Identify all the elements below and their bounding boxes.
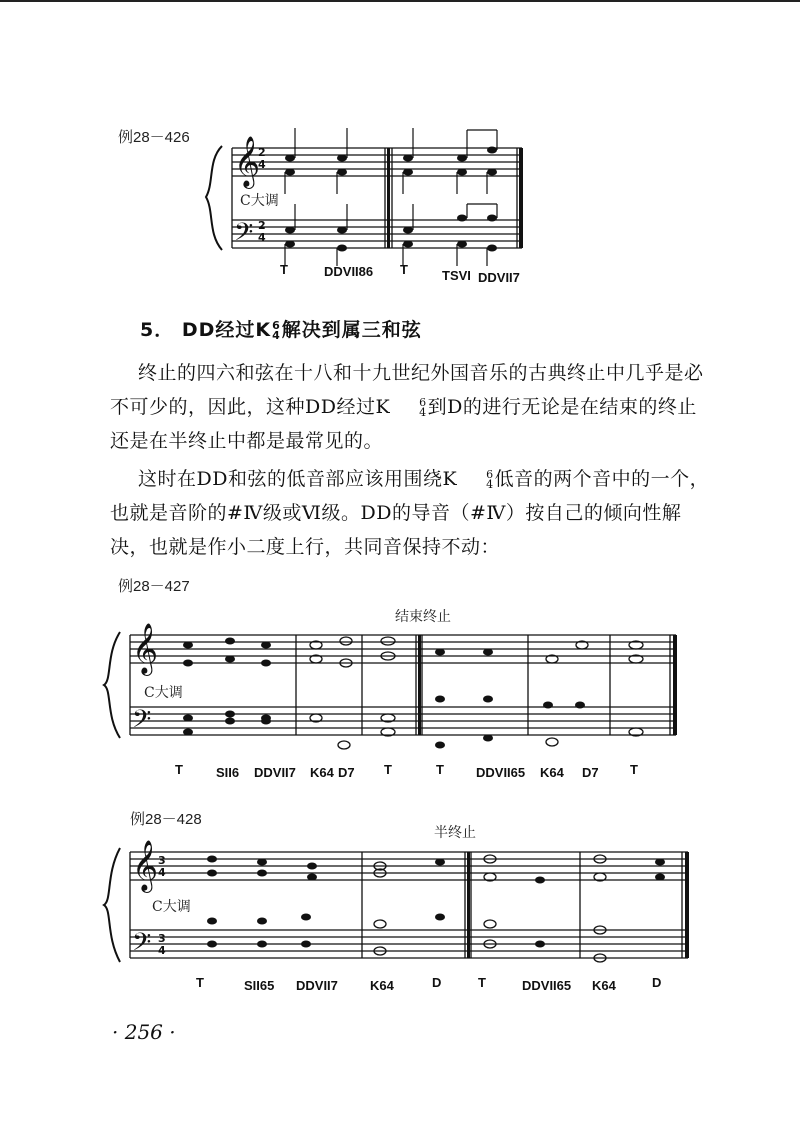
cadence-label: 半终止: [434, 825, 476, 841]
subscript: 4: [419, 406, 427, 419]
function-label: T: [196, 975, 204, 990]
function-label: K64: [540, 765, 564, 780]
function-label: T: [630, 762, 638, 777]
function-label: DDVII65: [476, 765, 526, 780]
svg-text:𝄞: 𝄞: [132, 623, 159, 674]
svg-text:4: 4: [158, 944, 166, 957]
page-number: · 256 ·: [112, 1020, 176, 1044]
k64-symbol: [458, 470, 494, 490]
svg-text:𝄞: 𝄞: [234, 136, 261, 187]
function-label: D7: [582, 765, 599, 780]
key-label: C大调: [152, 899, 191, 915]
function-label: SII6: [216, 765, 240, 780]
section-number: 5．: [140, 319, 175, 341]
function-label: T: [384, 762, 392, 777]
subscript: 4: [486, 478, 494, 491]
svg-text:𝄞: 𝄞: [132, 840, 159, 891]
svg-text:4: 4: [258, 158, 266, 171]
superscript: 6: [419, 396, 427, 409]
function-label: D: [652, 975, 662, 990]
cadence-label: 结束终止: [395, 609, 451, 625]
function-label: K64: [592, 978, 616, 993]
svg-text:4: 4: [158, 866, 166, 879]
function-label: D: [432, 975, 442, 990]
svg-text:2: 2: [258, 146, 266, 159]
section-heading: [140, 315, 422, 342]
k64-symbol: [272, 318, 281, 342]
function-label: K64: [370, 978, 394, 993]
example-label: 例28－427: [118, 578, 190, 595]
svg-text:3: 3: [158, 932, 166, 945]
paragraph-text: 这时在DD和弦的低音部应该用围绕K: [138, 468, 458, 490]
function-label: T: [280, 262, 288, 277]
function-label: DDVII86: [324, 264, 374, 279]
function-label: TSVI: [442, 268, 471, 283]
function-label: SII65: [244, 978, 275, 993]
function-label: DDVII7: [296, 978, 338, 993]
paragraph-text: 终止的四六和弦在十八和十九世纪外国音乐的古典终止中几乎是必不可少的，因此，这种DD经过K: [110, 362, 704, 418]
function-label: DDVII65: [522, 978, 572, 993]
section-title-part: 解决到属三和弦: [281, 319, 422, 341]
section-title-part: DD经过K: [181, 319, 272, 341]
key-label: C大调: [144, 685, 183, 701]
svg-text:𝄢: 𝄢: [132, 705, 152, 740]
function-label: D7: [338, 765, 355, 780]
superscript: 6: [486, 468, 494, 481]
k64-symbol: [391, 398, 427, 418]
paragraph-text: 到D的进行无论是在结束的终止还是在半终止中都是最常见的。: [110, 396, 697, 452]
subscript: 4: [272, 328, 281, 342]
function-label: T: [175, 762, 183, 777]
function-label: T: [436, 762, 444, 777]
svg-text:3: 3: [158, 854, 166, 867]
function-label: K64: [310, 765, 334, 780]
svg-text:4: 4: [258, 231, 266, 244]
superscript: 6: [272, 318, 281, 332]
body-paragraph: [110, 356, 710, 458]
body-paragraph: [110, 462, 710, 564]
example-label: 例28－428: [130, 811, 202, 828]
function-label: DDVII7: [254, 765, 296, 780]
function-label: T: [478, 975, 486, 990]
paragraph-text: 低音的两个音中的一个，也就是音阶的#Ⅳ级或Ⅵ级。DD的导音（#Ⅳ）按自己的倾向性解决，也就是作小二度上行，共同音保持不动：: [110, 468, 710, 558]
svg-text:𝄢: 𝄢: [234, 218, 254, 253]
example-label: 例28－426: [118, 129, 190, 146]
function-label: DDVII7: [478, 270, 520, 285]
key-label: C大调: [240, 193, 279, 209]
svg-text:𝄢: 𝄢: [132, 928, 152, 963]
function-label: T: [400, 262, 408, 277]
svg-text:2: 2: [258, 219, 266, 232]
